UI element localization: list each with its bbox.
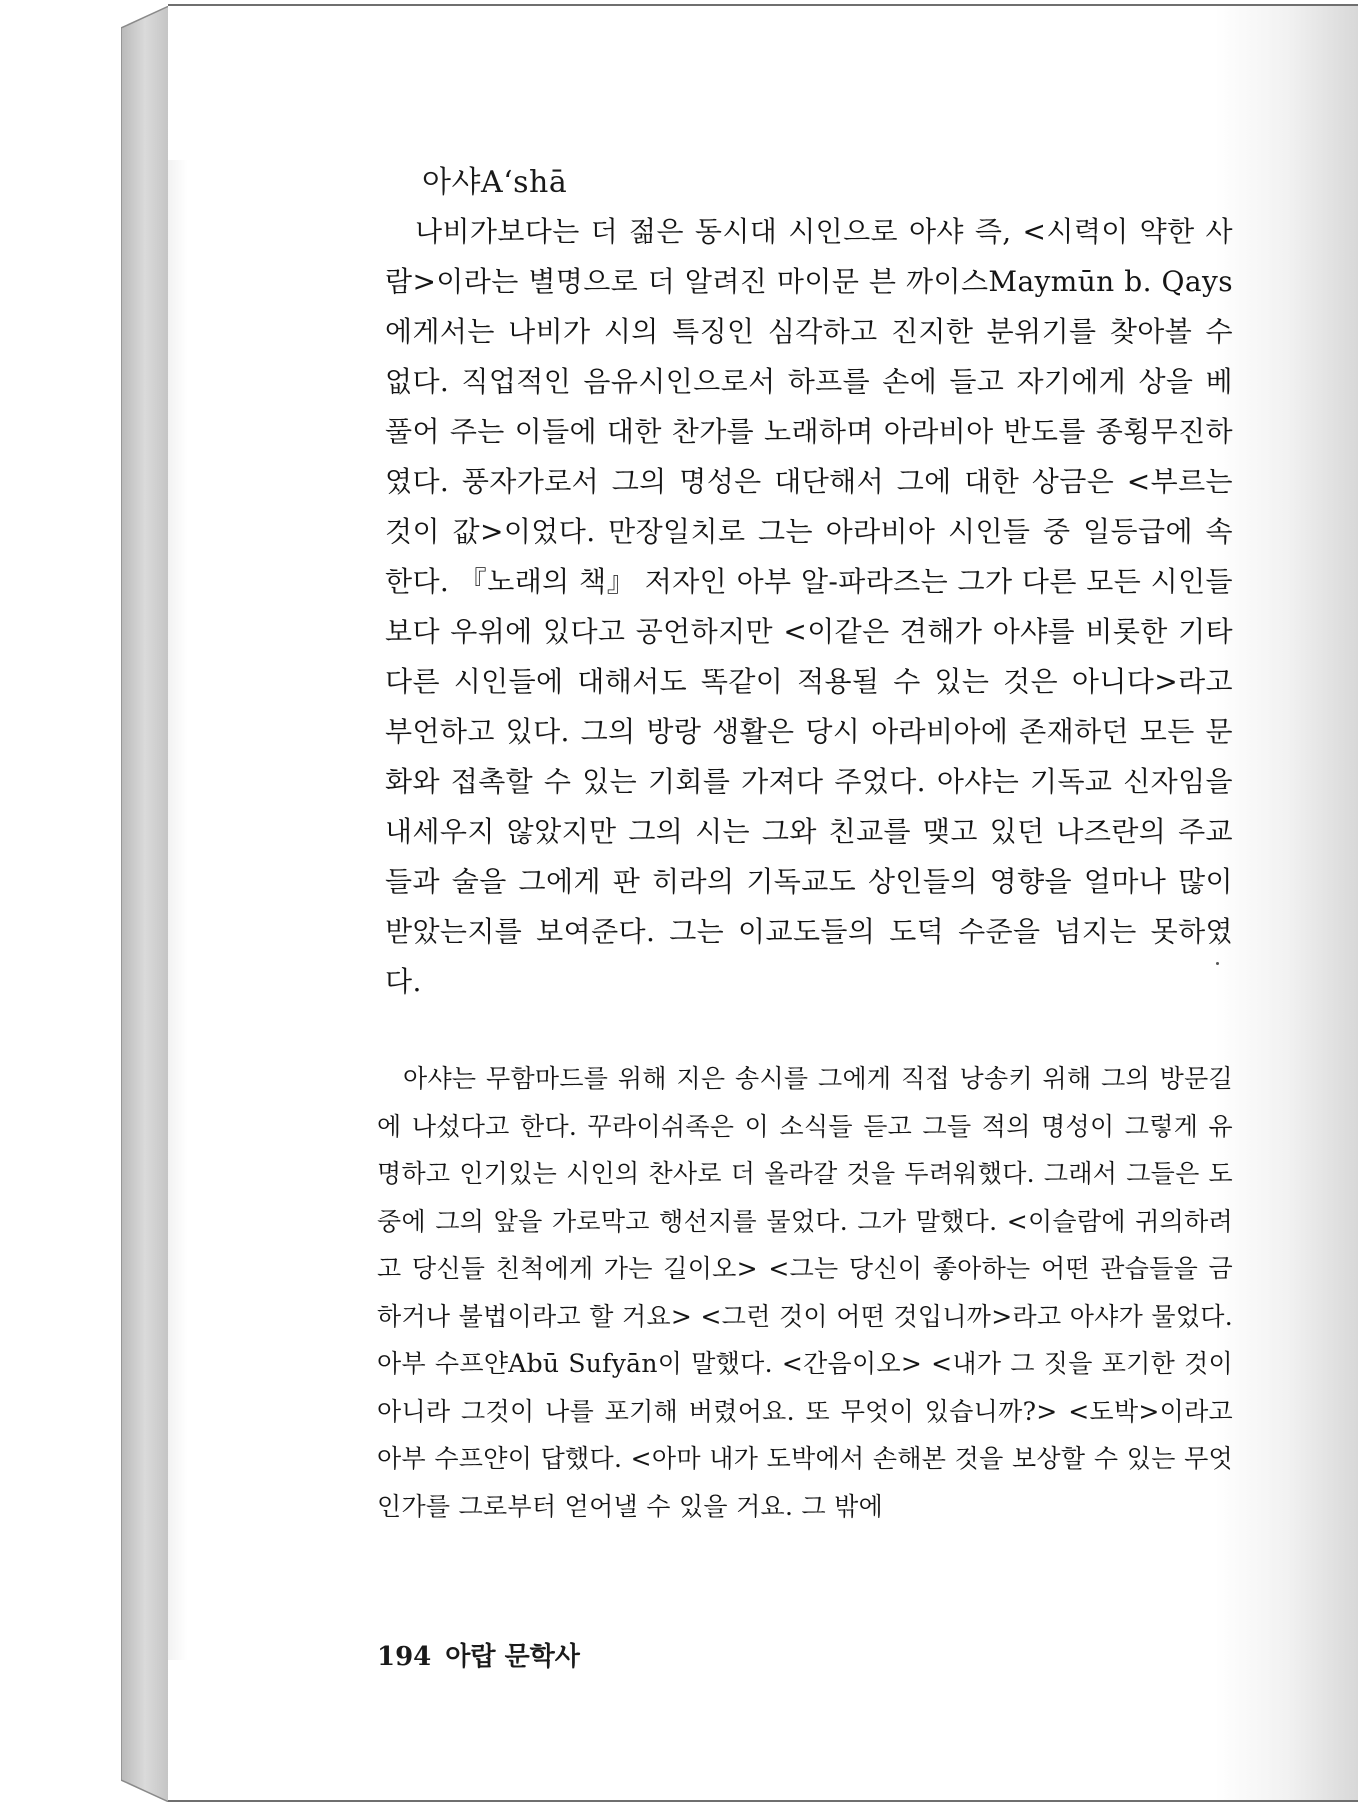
paragraph-1-text: 나비가보다는 더 젊은 동시대 시인으로 아샤 즉, <시력이 약한 사람>이라는 별명으로 더 알려진 마이문 븐 까이스Maymūn b. Qays에게서는 나비가 시의 특징인 심각하고 진지한 분위기를 찾아볼 수 없다. 직업적인 음유시인으로서 하프를 손에 들고 자기에게 상을 베풀어 주는 이들에 대한 찬가를 노래하며 아라비아 반도를 종횡무진하였다. 풍자가로서 그의 명성은 대단해서 그에 대한 상금은 <부르는 것이 값>이었다. 만장일치로 그는 아라비아 시인들 중 일등급에 속한다. 『노래의 책』 저자인 아부 알-파라즈는 그가 다른 모든 시인들보다 우위에 있다고 공언하지만 <이같은 견해가 아샤를 비롯한 기타 다른 시인들에 대해서도 똑같이 적용될 수 있는 것은 아니다>라고 부언하고 있다. 그의 방랑 생활은 당시 아라비아에 존재하던 모든 문화와 접촉할 수 있는 기회를 가져다 주었다. 아샤는 기독교 신자임을 내세우지 않았지만 그의 시는 그와 친교를 맺고 있던 나즈란의 주교들과 술을 그에게 판 히라의 기독교도 상인들의 영향을 얼마나 많이 받았는지를 보여준다. 그는 이교도들의 도덕 수준을 넘지는 못하였다. bbox=[385, 215, 1233, 998]
page-number: 194 bbox=[377, 1642, 432, 1672]
section-heading: 아샤A‘shā bbox=[422, 165, 568, 200]
paragraph-1 bbox=[385, 207, 1233, 1007]
page-footer bbox=[377, 1640, 580, 1674]
book-spine bbox=[121, 6, 171, 1802]
paragraph-2-text: 아샤는 무함마드를 위해 지은 송시를 그에게 직접 낭송키 위해 그의 방문길에 나섰다고 한다. 꾸라이쉬족은 이 소식들 듣고 그들 적의 명성이 그렇게 유명하고 인기있는 시인의 찬사로 더 올라갈 것을 두려워했다. 그래서 그들은 도중에 그의 앞을 가로막고 행선지를 물었다. 그가 말했다. <이슬람에 귀의하려고 당신들 친척에게 가는 길이오> <그는 당신이 좋아하는 어떤 관습들을 금하거나 불법이라고 할 거요> <그런 것이 어떤 것입니까>라고 아샤가 물었다. 아부 수프얀Abū Sufyān이 말했다. <간음이오> <내가 그 짓을 포기한 것이 아니라 그것이 나를 포기해 버렸어요. 또 무엇이 있습니까?> <도박>이라고 아부 수프얀이 답했다. <아마 내가 도박에서 손해본 것을 보상할 수 있는 무엇인가를 그로부터 얻어낼 수 있을 거요. 그 밖에 bbox=[377, 1064, 1233, 1521]
page-gutter-shade bbox=[168, 160, 188, 1660]
scan-speck bbox=[1216, 962, 1219, 965]
running-title: 아랍 문학사 bbox=[445, 1642, 580, 1672]
paragraph-2 bbox=[377, 1055, 1233, 1530]
